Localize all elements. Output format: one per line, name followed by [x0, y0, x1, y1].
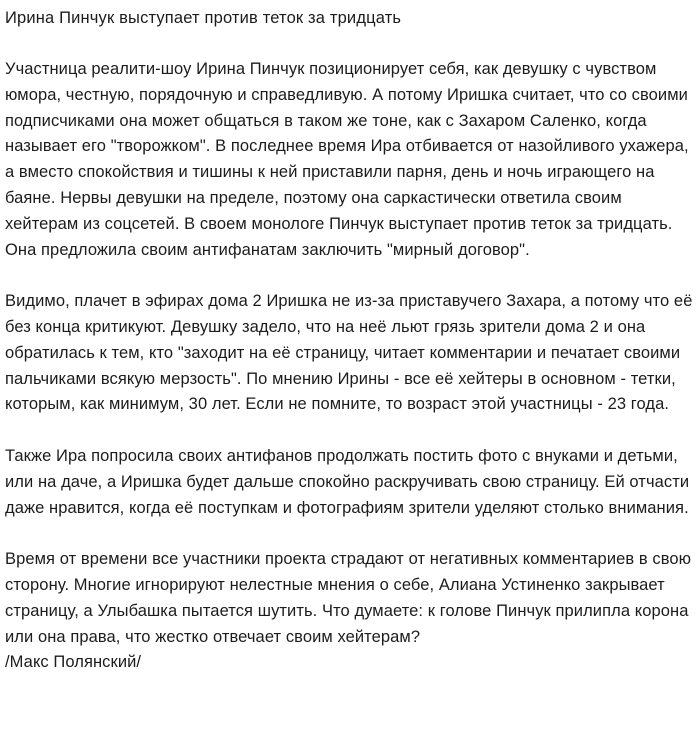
- article-paragraph: Видимо, плачет в эфирах дома 2 Иришка не из-за приставучего Захара, а потому что её без конца критикуют. Девушку задело, что на неё льют грязь зрители дома 2 и она обратилась к тем, кто "заходит на её страницу, читает комментарии и печатает своими пальчиками всякую мерзость". По мнению Ирины - все её хейтеры в основном - тетки, которым, как минимум, 30 лет. Если не помните, то возраст этой участницы - 23 года.: [5, 292, 693, 414]
- article-paragraph: Время от времени все участники проекта страдают от негативных комментариев в свою сторону. Многие игнорируют нелестные мнения о себе, Алиана Устиненко закрывает страницу, а Улыбашка пытается шутить. Что думаете: к голове Пинчук прилипла корона или она права, что жестко отвечает своим хейтерам?: [5, 550, 692, 646]
- article-paragraph: Также Ира попросила своих антифанов продолжать постить фото с внуками и детьми, или на даче, а Иришка будет дальше спокойно раскручивать свою страницу. Ей отчасти даже нравится, когда её поступкам и фотографиям зрители уделяют столько внимания.: [5, 446, 690, 517]
- article-author-signature: /Макс Полянский/: [5, 653, 142, 672]
- article-paragraph: Участница реалити-шоу Ирина Пинчук позиционирует себя, как девушку с чувством юмора, честную, порядочную и справедливую. А потому Иришка считает, что со своими подписчиками она может общаться в таком же тоне, как с Захаром Саленко, когда называет его "творожком". В последнее время Ира отбивается от назойливого ухажера, а вместо спокойствия и тишины к ней приставили парня, день и ночь играющего на баяне. Нервы девушки на пределе, поэтому она саркастически ответила своим хейтерам из соцсетей. В своем монологе Пинчук выступает против теток за тридцать. Она предложила своим антифанатам заключить "мирный договор".: [5, 60, 689, 259]
- title-body-spacer: [5, 32, 695, 58]
- page-title: Ирина Пинчук выступает против теток за тридцать: [5, 9, 402, 27]
